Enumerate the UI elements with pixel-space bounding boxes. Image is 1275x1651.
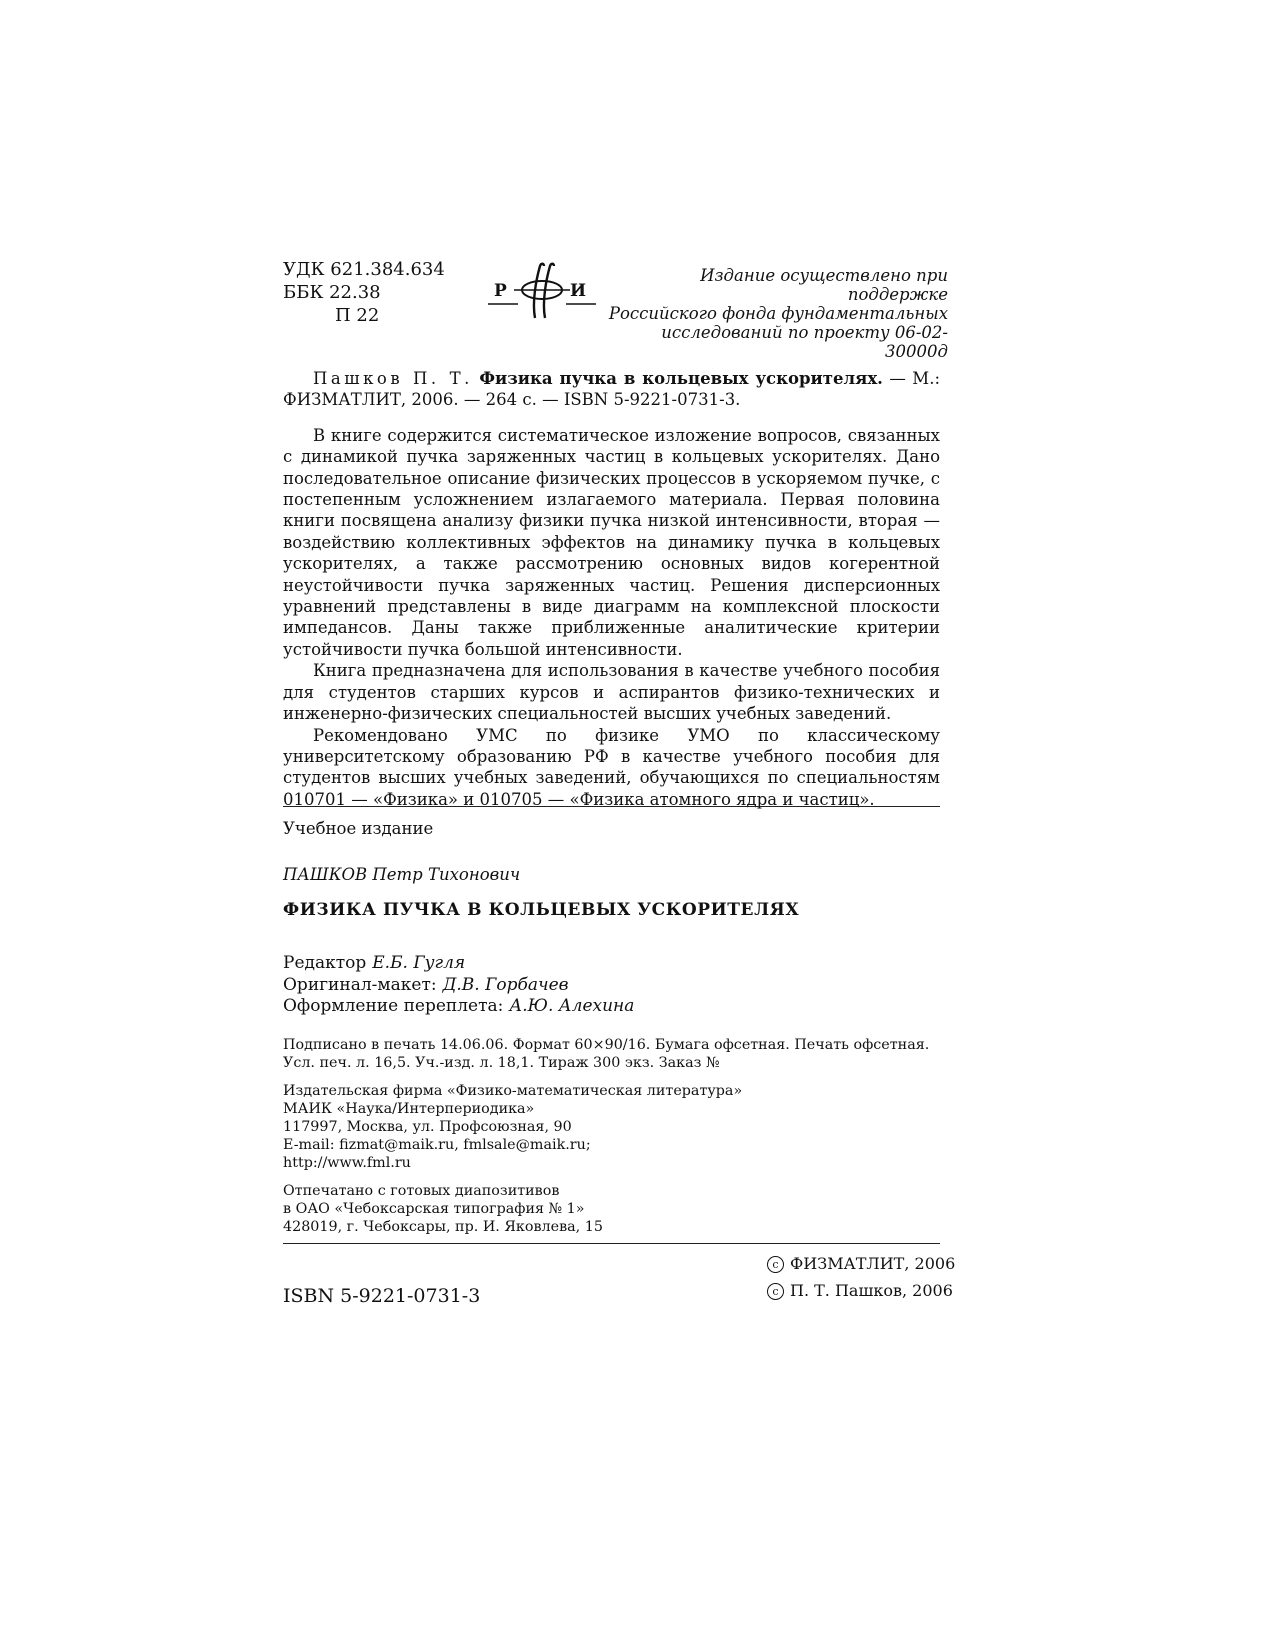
credit-role: Оригинал-макет: <box>283 974 437 995</box>
rffi-logo <box>488 262 596 320</box>
copyright-text: ФИЗМАТЛИТ, 2006 <box>790 1254 956 1273</box>
copyright-line <box>767 1281 953 1300</box>
credit-name: А.Ю. Алехина <box>509 996 635 1016</box>
divider-top <box>283 806 940 807</box>
annotation-block <box>283 368 940 810</box>
bbk-code: ББК 22.38 <box>283 282 381 303</box>
svg-text:Р: Р <box>494 281 507 301</box>
copyright-line <box>767 1254 955 1273</box>
printer-line: 428019, г. Чебоксары, пр. И. Яковлева, 15 <box>283 1219 603 1235</box>
support-line: исследований по проекту 06-02-30000д <box>661 323 948 361</box>
printer-info <box>283 1182 603 1236</box>
publisher-line: http://www.fml.ru <box>283 1155 411 1171</box>
credit-name: Д.В. Горбачев <box>442 974 569 995</box>
publisher-info <box>283 1082 742 1172</box>
author-full-name: ПАШКОВ Петр Тихонович <box>283 865 521 884</box>
biblio-details: — М.: ФИЗМАТЛИТ, 2006. — 264 с. — ISBN 5-9221-0731-3. <box>283 369 940 410</box>
abstract-paragraph: Книга предназначена для использования в качестве учебного пособия для студентов старших курсов и аспирантов физико-технических и инженерно-физических специальностей высших учебных заведений. <box>283 661 940 724</box>
abstract-paragraph: В книге содержится систематическое изложение вопросов, связанных с динамикой пучка заряженных частиц в кольцевых ускорителях. Дано последовательное описание физических процессов в ускоряемом пучке, с постепенным усложнением излагаемого материала. Первая половина книги посвящена анализу физики пучка низкой интенсивности, вторая — воздействию коллективных эффектов на динамику пучка в кольцевых ускорителях, а также рассмотрению основных видов когерентной неустойчивости пучка заряженных частиц. Решения дисперсионных уравнений представлены в виде диаграмм на комплексной плоскости импедансов. Даны также приближенные аналитические критерии устойчивости пучка большой интенсивности. <box>283 425 940 659</box>
publisher-line: Издательская фирма «Физико-математическая литература» <box>283 1083 743 1099</box>
abstract-paragraph: Рекомендовано УМС по физике УМО по классическому университетскому образованию РФ в качестве учебного пособия для студентов высших учебных заведений, обучающихся по специальностям 010701 — «Физика» и 010705 — «Физика атомного ядра и частиц». <box>283 725 940 809</box>
print-line: Подписано в печать 14.06.06. Формат 60×90/16. Бумага офсетная. Печать офсетная. <box>283 1037 930 1053</box>
support-note <box>608 266 948 361</box>
svg-text:И: И <box>570 281 587 301</box>
classification-codes <box>283 258 445 327</box>
credit-name: Е.Б. Гугля <box>372 953 466 973</box>
author-code: П 22 <box>335 305 380 326</box>
credit-role: Оформление переплета: <box>283 996 504 1016</box>
publisher-line: МАИК «Наука/Интерпериодика» <box>283 1101 535 1117</box>
biblio-author: Пашков П. Т. <box>313 369 473 388</box>
credit-role: Редактор <box>283 953 367 973</box>
support-line: Издание осуществлено при поддержке <box>700 266 948 304</box>
credit-row <box>283 975 634 997</box>
copyright-text: П. Т. Пашков, 2006 <box>790 1281 953 1300</box>
print-line: Усл. печ. л. 16,5. Уч.-изд. л. 18,1. Тираж 300 экз. Заказ № <box>283 1055 720 1071</box>
divider-bottom <box>283 1243 940 1244</box>
biblio-title: Физика пучка в кольцевых ускорителях. <box>479 369 883 388</box>
edition-type: Учебное издание <box>283 819 434 838</box>
bibliographic-record <box>283 368 940 411</box>
copyright-icon: c <box>767 1256 784 1273</box>
credits-list <box>283 953 634 1018</box>
printer-line: Отпечатано с готовых диапозитивов <box>283 1183 560 1199</box>
copyright-icon: c <box>767 1283 784 1300</box>
isbn: ISBN 5-9221-0731-3 <box>283 1285 481 1307</box>
publisher-line: E-mail: fizmat@maik.ru, fmlsale@maik.ru; <box>283 1137 591 1153</box>
publisher-line: 117997, Москва, ул. Профсоюзная, 90 <box>283 1119 572 1135</box>
printer-line: в ОАО «Чебоксарская типография № 1» <box>283 1201 585 1217</box>
book-title: ФИЗИКА ПУЧКА В КОЛЬЦЕВЫХ УСКОРИТЕЛЯХ <box>283 900 800 920</box>
support-line: Российского фонда фундаментальных <box>608 304 948 323</box>
credit-row <box>283 953 634 975</box>
udk-code: УДК 621.384.634 <box>283 259 445 280</box>
print-info <box>283 1036 929 1072</box>
credit-row <box>283 996 634 1018</box>
